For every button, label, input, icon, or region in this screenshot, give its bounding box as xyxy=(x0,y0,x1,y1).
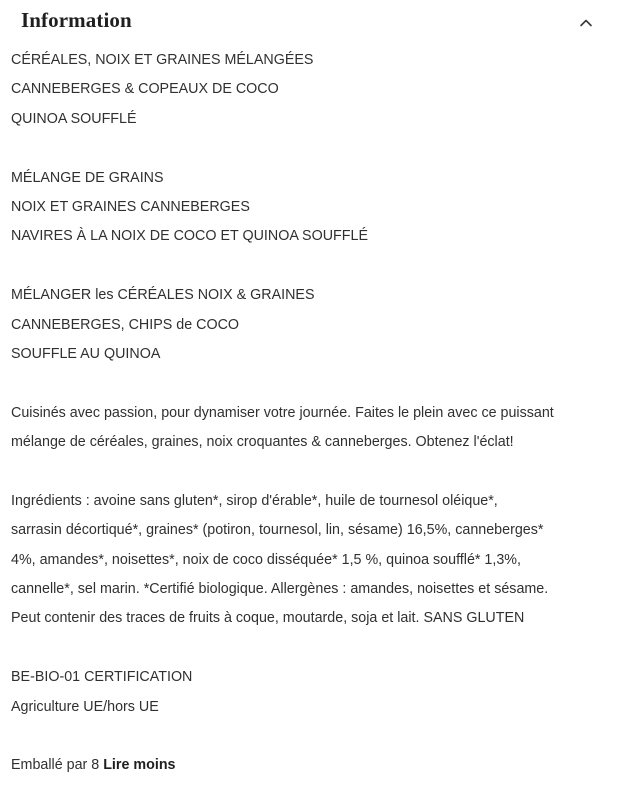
ingredients-line: Ingrédients : avoine sans gluten*, sirop d'érable*, huile de tournesol oléique*, xyxy=(11,492,498,509)
ingredients-line: 4%, amandes*, noisettes*, noix de coco disséquée* 1,5 %, quinoa soufflé* 1,3%, xyxy=(11,551,521,568)
ingredients-line: Peut contenir des traces de fruits à coque, moutarde, soja et lait. SANS GLUTEN xyxy=(11,610,525,627)
spacer xyxy=(11,252,611,281)
information-content xyxy=(11,46,611,781)
certification-line: BE-BIO-01 CERTIFICATION xyxy=(11,669,193,686)
chevron-up-icon xyxy=(579,18,593,27)
spacer xyxy=(11,457,611,486)
spacer xyxy=(11,134,611,163)
packed-by-text: Emballé par 8 xyxy=(11,757,100,774)
product-name-alt-line: NAVIRES À LA NOIX DE COCO ET QUINOA SOUFFLÉ xyxy=(11,228,368,245)
read-less-link[interactable]: Lire moins xyxy=(103,757,176,774)
product-name-alt2-line: CANNEBERGES, CHIPS de COCO xyxy=(11,316,240,333)
certification-line: Agriculture UE/hors UE xyxy=(11,698,159,715)
product-name-alt2-line: MÉLANGER les CÉRÉALES NOIX & GRAINES xyxy=(11,287,315,304)
product-name-line: CANNEBERGES & COPEAUX DE COCO xyxy=(11,81,279,98)
description-line: mélange de céréales, graines, noix croquantes & canneberges. Obtenez l'éclat! xyxy=(11,434,514,451)
ingredients-line: sarrasin décortiqué*, graines* (potiron, tournesol, lin, sésame) 16,5%, canneberges* xyxy=(11,522,544,539)
ingredients-line: cannelle*, sel marin. *Certifié biologique. Allergènes : amandes, noisettes et sésame. xyxy=(11,581,549,598)
section-title: Information xyxy=(21,8,132,32)
description-line: Cuisinés avec passion, pour dynamiser votre journée. Faites le plein avec ce puissant xyxy=(11,404,554,421)
product-name-alt-line: NOIX ET GRAINES CANNEBERGES xyxy=(11,198,250,215)
collapse-button[interactable] xyxy=(574,12,598,32)
information-header[interactable] xyxy=(10,0,614,44)
product-name-line: QUINOA SOUFFLÉ xyxy=(11,110,137,127)
spacer xyxy=(11,634,611,663)
product-name-alt2-line: SOUFFLE AU QUINOA xyxy=(11,345,161,362)
packed-by-line xyxy=(11,751,611,780)
product-name-alt-line: MÉLANGE DE GRAINS xyxy=(11,169,164,186)
product-name-line: CÉRÉALES, NOIX ET GRAINES MÉLANGÉES xyxy=(11,52,314,68)
spacer xyxy=(11,369,611,398)
spacer xyxy=(11,722,611,751)
